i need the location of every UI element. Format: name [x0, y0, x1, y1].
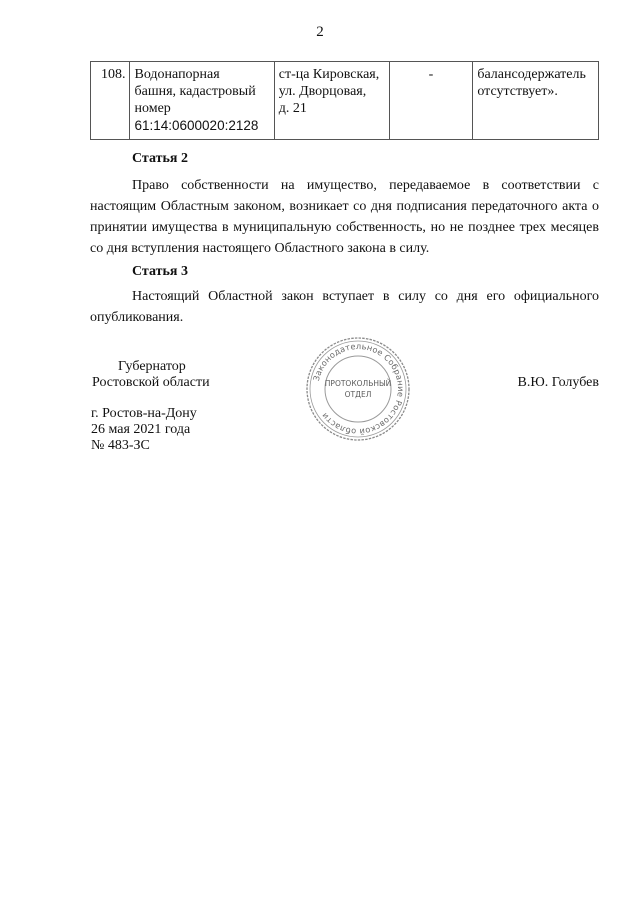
stamp-center-line2: ОТДЕЛ [344, 390, 372, 399]
cadastral-number: 61:14:0600020:2128 [134, 118, 259, 133]
note-line: отсутствует». [477, 84, 558, 99]
law-number: № 483-ЗС [91, 438, 150, 453]
signing-date: 26 мая 2021 года [91, 422, 191, 437]
stamp-ring-text: Законодательное Собрание Ростовской области [310, 340, 407, 438]
article-3-text: Настоящий Областной закон вступает в силу со дня его официального опубликования. [90, 289, 599, 325]
stamp-center-line1: ПРОТОКОЛЬНЫЙ [324, 379, 392, 388]
property-name-cell [130, 62, 274, 140]
table-row [91, 62, 599, 140]
signatory-title-line1: Губернатор [118, 359, 186, 374]
place-of-signing: г. Ростов-на-Дону [91, 406, 197, 421]
property-note-cell [473, 62, 599, 140]
official-stamp [305, 336, 411, 442]
page-number: 2 [316, 24, 324, 40]
signatory-title-line2: Ростовской области [92, 375, 210, 390]
article-2-heading: Статья 2 [132, 151, 188, 166]
property-table [90, 61, 599, 140]
address-line: ст-ца Кировская, [278, 67, 380, 82]
property-name-line: Водонапорная [134, 67, 220, 82]
article-3-heading: Статья 3 [132, 264, 188, 279]
row-number: 108. [91, 62, 130, 140]
signatory-name: В.Ю. Голубев [517, 375, 599, 390]
article-2-text: Право собственности на имущество, передаваемое в соответствии с настоящим Областным законом, возникает со дня подписания передаточного акта о принятии имущества в муниципальную собственность, но не позднее трех месяцев со дня вступления настоящего Областного закона в силу. [90, 178, 599, 256]
property-name-line: башня, кадастровый [134, 84, 256, 99]
property-value-cell: - [389, 62, 473, 140]
address-line: ул. Дворцовая, [278, 84, 367, 99]
address-line: д. 21 [278, 101, 307, 116]
property-address-cell [274, 62, 389, 140]
property-name-line: номер [134, 101, 171, 116]
note-line: балансодержатель [477, 67, 586, 82]
